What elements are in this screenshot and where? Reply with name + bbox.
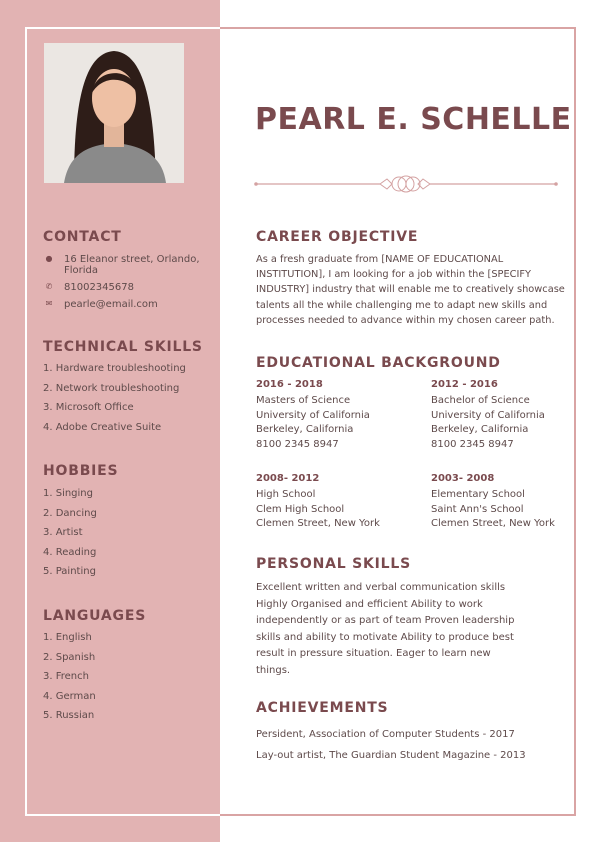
technical-skills-heading: TECHNICAL SKILLS	[43, 339, 203, 355]
education-entry	[431, 378, 545, 453]
list-item: 2. Dancing	[43, 507, 97, 519]
education-school: Saint Ann's School	[431, 503, 524, 515]
achievements-list	[256, 724, 526, 766]
location-pin-icon: ●	[45, 254, 53, 263]
achievements-heading: ACHIEVEMENTS	[256, 700, 389, 716]
education-place: Berkeley, California	[256, 424, 354, 436]
education-school: Clem High School	[256, 503, 345, 515]
list-item: 5. Painting	[43, 566, 96, 578]
languages-list	[43, 632, 96, 730]
list-item: 1. Hardware troubleshooting	[43, 363, 186, 374]
list-item: 4. Reading	[43, 546, 97, 558]
education-school: University of California	[256, 409, 370, 421]
contact-phone: 81002345678	[64, 282, 134, 293]
list-item: Persident, Association of Computer Students - 2017	[256, 729, 515, 740]
education-degree: Masters of Science	[256, 394, 351, 406]
list-item: 5. Russian	[43, 710, 95, 722]
list-item: Lay-out artist, The Guardian Student Magazine - 2013	[256, 750, 526, 761]
education-years: 2003- 2008	[431, 473, 495, 484]
list-item: 4. German	[43, 690, 96, 702]
list-item: 3. Microsoft Office	[43, 402, 134, 414]
career-objective-heading: CAREER OBJECTIVE	[256, 229, 419, 245]
education-years: 2012 - 2016	[431, 379, 498, 390]
list-item: 4. Adobe Creative Suite	[43, 421, 162, 433]
phone-icon: ✆	[45, 282, 53, 291]
education-years: 2008- 2012	[256, 473, 320, 484]
candidate-name: PEARL E. SCHELLE	[255, 102, 572, 137]
hobbies-heading: HOBBIES	[43, 463, 119, 479]
list-item: 1. English	[43, 632, 92, 643]
personal-skills-text: Excellent written and verbal communication skills Highly Organised and efficient Ability to work independently or as part of team Proven leadership skills and ability to motivate Ability to produce best result in pressure situation. Eager to learn new things.	[256, 582, 515, 676]
education-degree: Elementary School	[431, 488, 525, 500]
contact-address: 16 Eleanor street, Orlando, Florida	[64, 254, 200, 276]
career-objective-text: As a fresh graduate from [NAME OF EDUCATIONAL INSTITUTION], I am looking for a job within the [SPECIFY INDUSTRY] industry that will enable me to creatively showcase talents all the while challenging me to adapt new skills and processes needed to advance within my chosen career path.	[256, 254, 565, 326]
education-place: Clemen Street, New York	[431, 518, 555, 530]
education-degree: High School	[256, 488, 316, 500]
list-item: 3. French	[43, 671, 89, 683]
list-item: 2. Spanish	[43, 651, 96, 663]
education-phone: 8100 2345 8947	[431, 439, 514, 451]
education-school: University of California	[431, 409, 545, 421]
education-degree: Bachelor of Science	[431, 394, 530, 406]
education-entry	[256, 472, 380, 532]
technical-skills-list	[43, 363, 186, 441]
languages-heading: LANGUAGES	[43, 608, 147, 624]
education-entry	[431, 472, 555, 532]
contact-heading: CONTACT	[43, 229, 122, 245]
education-entry	[256, 378, 370, 453]
email-icon: ✉	[45, 299, 53, 308]
education-place: Clemen Street, New York	[256, 518, 380, 530]
list-item: 3. Artist	[43, 527, 83, 539]
list-item: 1. Singing	[43, 488, 93, 499]
education-phone: 8100 2345 8947	[256, 439, 339, 451]
ornament-divider	[254, 174, 558, 194]
hobbies-list	[43, 488, 97, 586]
profile-photo	[44, 43, 184, 183]
education-heading: EDUCATIONAL BACKGROUND	[256, 355, 501, 371]
personal-skills-heading: PERSONAL SKILLS	[256, 556, 412, 572]
education-years: 2016 - 2018	[256, 379, 323, 390]
contact-email[interactable]: pearle@email.com	[64, 299, 158, 310]
education-place: Berkeley, California	[431, 424, 529, 436]
list-item: 2. Network troubleshooting	[43, 382, 180, 394]
contact-list	[44, 254, 204, 316]
